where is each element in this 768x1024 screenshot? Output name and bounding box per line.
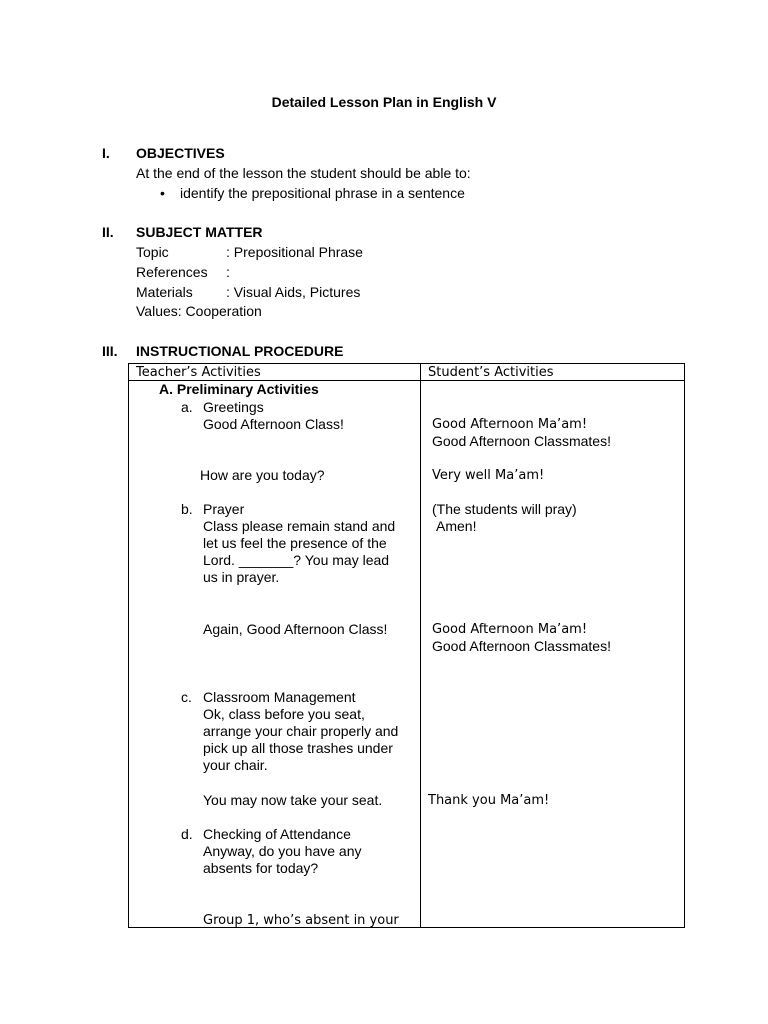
prayer-line: Class please remain stand and <box>203 518 396 534</box>
how-reply: Very well Ma’am! <box>432 468 545 483</box>
classroom-management-line: arrange your chair properly and <box>203 723 399 739</box>
objectives-intro: At the end of the lesson the student should be able to: <box>136 165 471 181</box>
objective-item: identify the prepositional phrase in a sentence <box>180 185 465 201</box>
group-question-line: Group 1, who’s absent in your <box>203 913 399 928</box>
classroom-management-line: your chair. <box>203 757 268 773</box>
references-label: References <box>136 264 208 280</box>
subject-matter-numeral: II. <box>102 224 114 240</box>
subject-matter-heading: SUBJECT MATTER <box>136 224 263 240</box>
attendance-lines <box>203 843 362 877</box>
prayer-line: Lord. _______? You may lead <box>203 552 390 568</box>
procedure-numeral: III. <box>102 343 118 359</box>
attendance-marker: d. <box>181 826 193 842</box>
procedure-heading: INSTRUCTIONAL PROCEDURE <box>136 343 344 359</box>
objectives-numeral: I. <box>102 145 110 161</box>
take-seat-reply: Thank you Ma’am! <box>428 793 550 808</box>
materials-label: Materials <box>136 284 193 300</box>
classroom-management-title: Classroom Management <box>203 689 356 705</box>
greetings-line: Good Afternoon Class! <box>203 416 344 432</box>
topic-value: : Prepositional Phrase <box>226 244 363 260</box>
attendance-line: Anyway, do you have any <box>203 843 362 859</box>
greetings-marker: a. <box>181 399 193 415</box>
topic-label: Topic <box>136 244 169 260</box>
classroom-management-line: Ok, class before you seat, <box>203 706 365 722</box>
attendance-title: Checking of Attendance <box>203 826 351 842</box>
attendance-line: absents for today? <box>203 860 319 876</box>
classroom-management-marker: c. <box>181 689 192 705</box>
document-title: Detailed Lesson Plan in English V <box>271 94 497 110</box>
prayer-line: let us feel the presence of the <box>203 535 387 551</box>
again-reply-2: Good Afternoon Classmates! <box>432 638 611 654</box>
values-line: Values: Cooperation <box>136 303 262 319</box>
prayer-title: Prayer <box>203 501 245 517</box>
table-column-divider <box>420 363 421 928</box>
greetings-reply-2: Good Afternoon Classmates! <box>432 433 611 449</box>
again-greeting-line: Again, Good Afternoon Class! <box>203 621 388 637</box>
prayer-lines <box>203 518 395 586</box>
how-are-you-line: How are you today? <box>200 467 325 483</box>
references-value: : <box>226 264 230 280</box>
teacher-column-header: Teacher’s Activities <box>136 365 261 380</box>
classroom-management-line: pick up all those trashes under <box>203 740 393 756</box>
prayer-line: us in prayer. <box>203 569 280 585</box>
take-seat-line: You may now take your seat. <box>203 792 383 808</box>
again-reply-1: Good Afternoon Ma’am! <box>432 622 588 637</box>
bullet-marker: • <box>160 185 165 201</box>
prayer-marker: b. <box>181 501 193 517</box>
classroom-management-lines <box>203 706 398 774</box>
section-preliminary-activities: A. Preliminary Activities <box>159 381 319 397</box>
student-column-header: Student’s Activities <box>428 365 554 380</box>
prayer-reply-2: Amen! <box>436 518 477 534</box>
materials-value: : Visual Aids, Pictures <box>226 284 361 300</box>
prayer-reply-1: (The students will pray) <box>432 501 577 517</box>
greetings-title: Greetings <box>203 399 264 415</box>
objectives-heading: OBJECTIVES <box>136 145 225 161</box>
greetings-reply-1: Good Afternoon Ma’am! <box>432 417 588 432</box>
